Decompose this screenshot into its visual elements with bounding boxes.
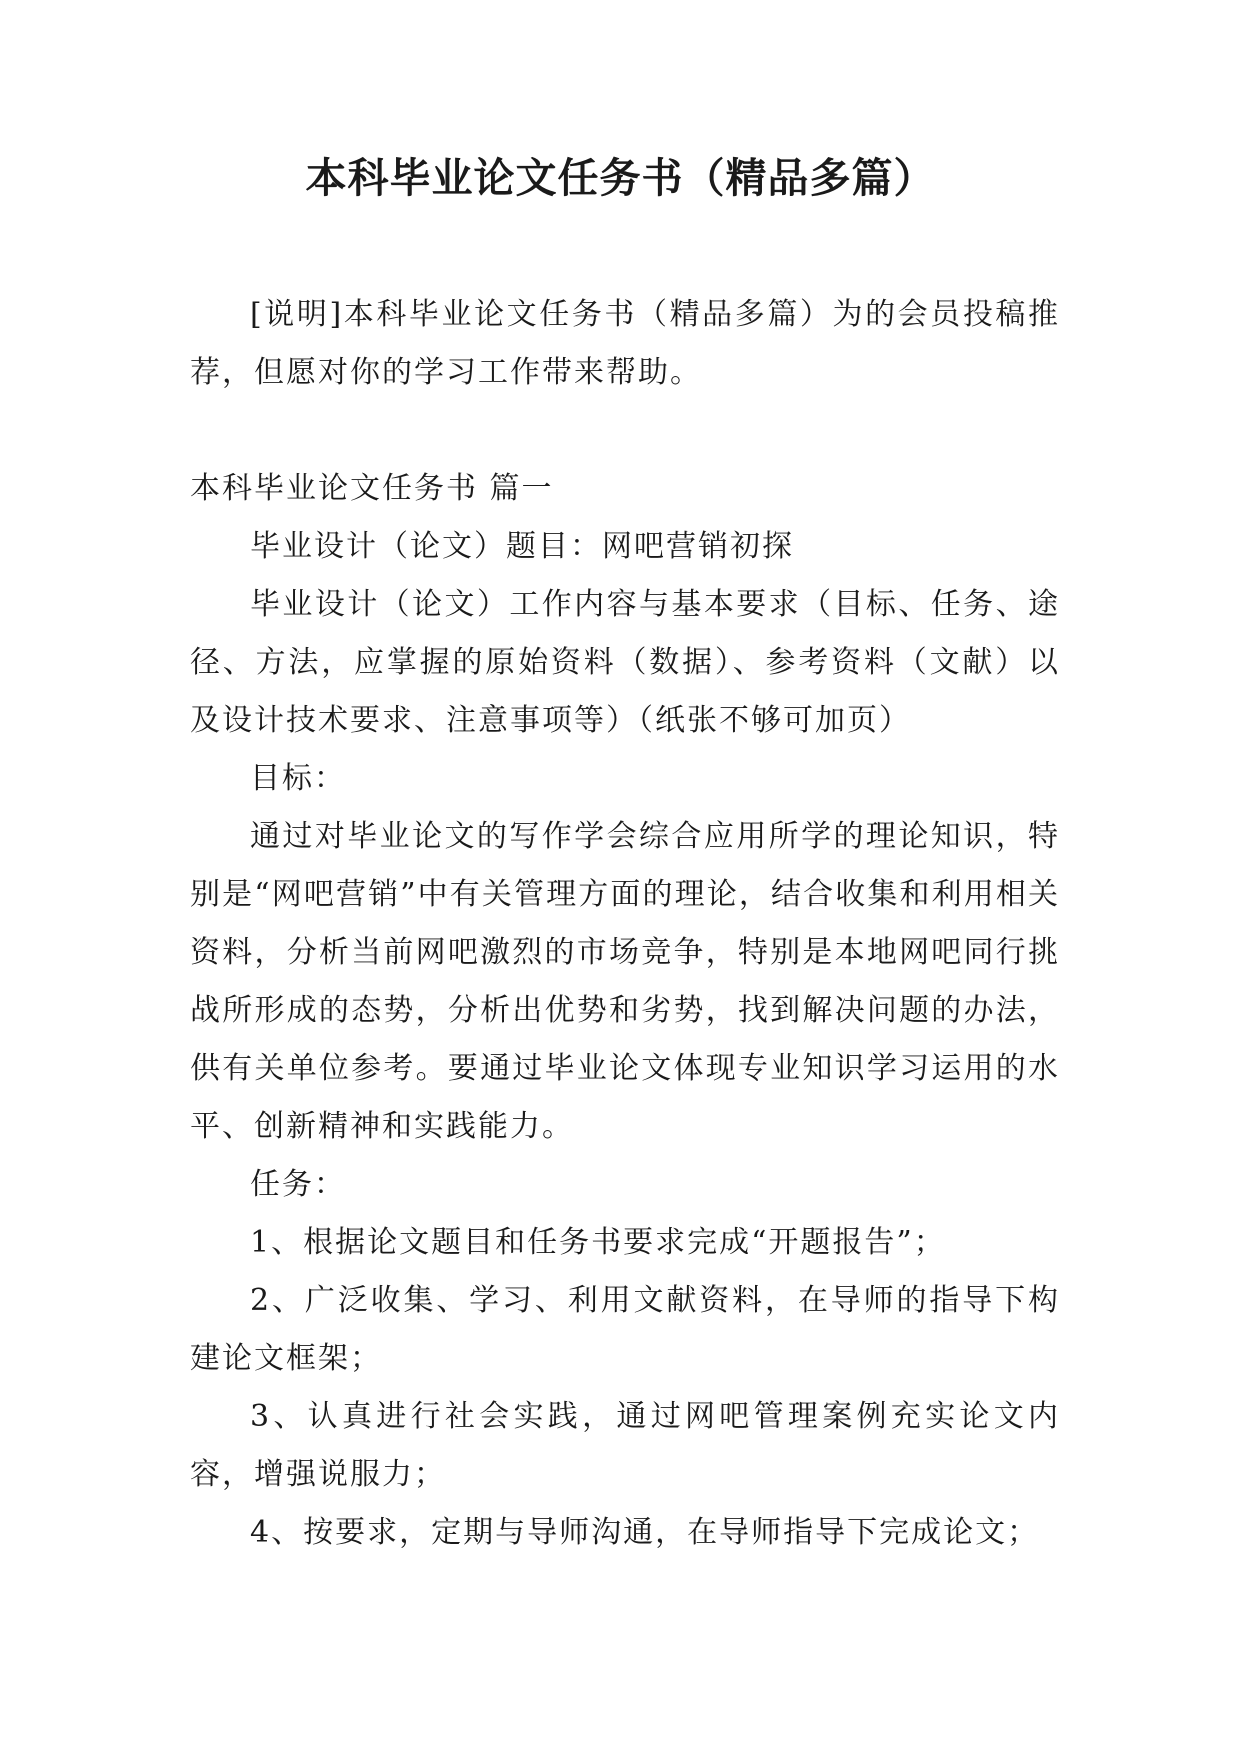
document-body xyxy=(190,286,1060,1562)
task-label: 任务： xyxy=(250,1167,346,1202)
task-item-4: 4、按要求，定期与导师沟通，在导师指导下完成论文； xyxy=(250,1515,1040,1550)
requirements-paragraph: 毕业设计（论文）工作内容与基本要求（目标、任务、途径、方法，应掌握的原始资料（数据）、参考资料（文献）以及设计技术要求、注意事项等）（纸张不够可加页） xyxy=(190,587,1060,738)
goal-paragraph: 通过对毕业论文的写作学会综合应用所学的理论知识，特别是“网吧营销”中有关管理方面的理论，结合收集和利用相关资料，分析当前网吧激烈的市场竞争，特别是本地网吧同行挑战所形成的态势，分析出优势和劣势，找到解决问题的办法，供有关单位参考。要通过毕业论文体现专业知识学习运用的水平、创新精神和实践能力。 xyxy=(190,819,1060,1144)
task-item-1: 1、根据论文题目和任务书要求完成“开题报告”； xyxy=(250,1225,946,1260)
intro-paragraph: [说明]本科毕业论文任务书（精品多篇）为的会员投稿推荐，但愿对你的学习工作带来帮助。 xyxy=(190,297,1060,390)
task-item-3: 3、认真进行社会实践，通过网吧管理案例充实论文内容，增强说服力； xyxy=(190,1399,1060,1492)
task-item-2: 2、广泛收集、学习、利用文献资料，在导师的指导下构建论文框架； xyxy=(190,1283,1060,1376)
goal-label: 目标： xyxy=(250,761,346,796)
topic-paragraph: 毕业设计（论文）题目：网吧营销初探 xyxy=(250,529,794,564)
paragraph-gap xyxy=(190,402,1060,460)
section-heading: 本科毕业论文任务书 篇一 xyxy=(190,471,554,506)
document-title: 本科毕业论文任务书（精品多篇） xyxy=(305,154,936,202)
